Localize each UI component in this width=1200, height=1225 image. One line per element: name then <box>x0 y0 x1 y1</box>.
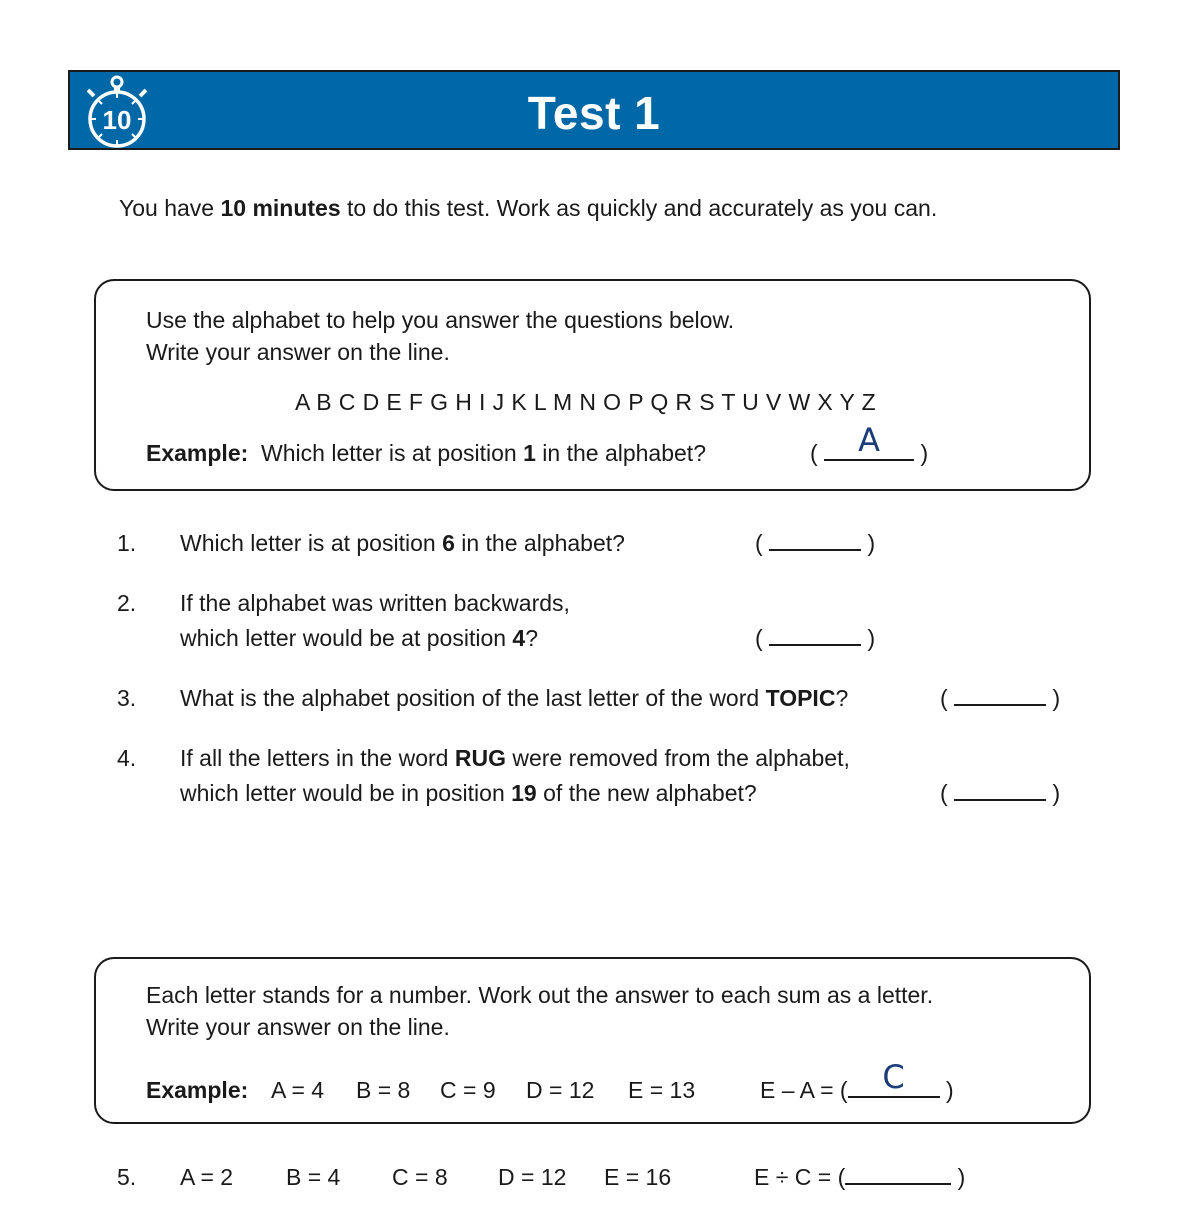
question-3-text: What is the alphabet position of the last letter of the word TOPIC? <box>180 685 849 711</box>
question-number: 4. <box>117 745 137 771</box>
q5-value: D = 12 <box>498 1164 567 1190</box>
box2-value: C = 9 <box>440 1077 496 1103</box>
answer-line[interactable] <box>954 777 1046 801</box>
answer-line[interactable] <box>954 682 1046 706</box>
question-2-line-1: If the alphabet was written backwards, <box>180 590 570 616</box>
question-1-answer[interactable]: ( ) <box>755 526 875 560</box>
question-5-answer[interactable]: E ÷ C = ( ) <box>754 1160 965 1194</box>
question-number: 5. <box>117 1164 137 1190</box>
intro-text: You have 10 minutes to do this test. Work as quickly and accurately as you can. <box>119 195 938 221</box>
handwritten-answer: A <box>858 421 880 459</box>
handwritten-answer: C <box>882 1058 905 1096</box>
answer-line[interactable] <box>769 527 861 551</box>
answer-line[interactable] <box>769 622 861 646</box>
question-number: 3. <box>117 685 137 711</box>
timer-label: 10 <box>102 105 132 135</box>
question-number: 2. <box>117 590 137 616</box>
q5-value: E = 16 <box>604 1164 672 1190</box>
answer-line <box>848 1058 940 1098</box>
box1-example-answer: ( A ) <box>810 421 929 466</box>
box2-instruction-2: Write your answer on the line. <box>146 1014 450 1040</box>
question-2-answer[interactable]: ( ) <box>755 621 875 655</box>
box2-instruction-1: Each letter stands for a number. Work out the answer to each sum as a letter. <box>146 982 934 1008</box>
test-header <box>68 70 1120 150</box>
q5-value: C = 8 <box>392 1164 448 1190</box>
box1-example: Example: Which letter is at position 1 in the alphabet? <box>146 440 706 466</box>
question-1-text: Which letter is at position 6 in the alphabet? <box>180 530 625 556</box>
alphabet-row: A B C D E F G H I J K L M N O P Q R S T U V W X Y Z <box>295 389 877 415</box>
page-title: Test 1 <box>527 87 661 139</box>
question-4-answer[interactable]: ( ) <box>940 776 1060 810</box>
answer-line <box>824 421 914 461</box>
box1-instruction-1: Use the alphabet to help you answer the questions below. <box>146 307 735 333</box>
box2-value: B = 8 <box>356 1077 411 1103</box>
question-4-line-1: If all the letters in the word RUG were removed from the alphabet, <box>180 745 850 771</box>
question-2-line-2: which letter would be at position 4? <box>180 625 539 651</box>
q5-value: B = 4 <box>286 1164 341 1190</box>
box2-value: A = 4 <box>271 1077 325 1103</box>
box2-example-sum: E – A = ( C ) <box>760 1058 954 1103</box>
box1-instruction-2: Write your answer on the line. <box>146 339 450 365</box>
box2-value: E = 13 <box>628 1077 696 1103</box>
q5-value: A = 2 <box>180 1164 234 1190</box>
box2-example-label: Example: <box>146 1077 249 1103</box>
question-number: 1. <box>117 530 137 556</box>
answer-line[interactable] <box>845 1161 951 1185</box>
box2-value: D = 12 <box>526 1077 595 1103</box>
question-3-answer[interactable]: ( ) <box>940 681 1060 715</box>
question-4-line-2: which letter would be in position 19 of the new alphabet? <box>180 780 757 806</box>
